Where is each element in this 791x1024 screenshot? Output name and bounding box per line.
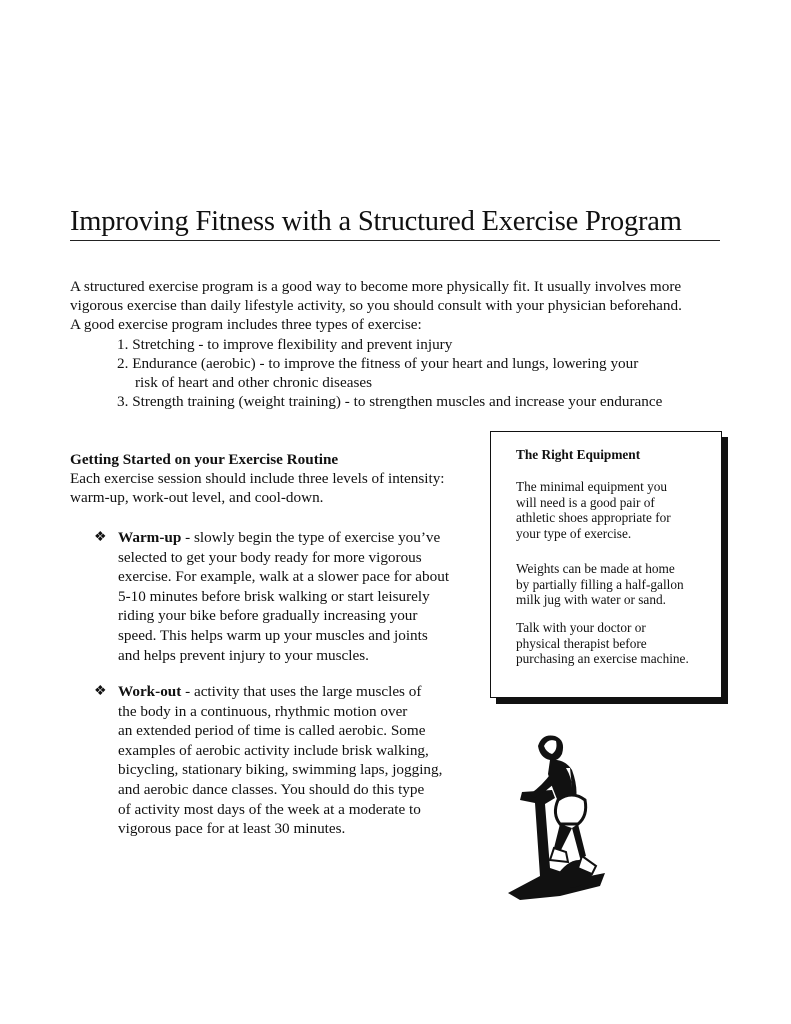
- bullet-line: bicycling, stationary biking, swimming laps, jogging,: [118, 761, 443, 779]
- sidebar-line: by partially filling a half-gallon: [516, 576, 684, 592]
- bullet-line: speed. This helps warm up your muscles and joints: [118, 626, 428, 644]
- intro-line: A structured exercise program is a good way to become more physically fit. It usually involves more: [70, 278, 682, 295]
- section-heading: Getting Started on your Exercise Routine: [70, 451, 339, 468]
- bullet-work-out: [118, 682, 442, 839]
- bullet-text: - activity that uses the large muscles of: [181, 683, 422, 700]
- list-item: 2. Endurance (aerobic) - to improve the fitness of your heart and lungs, lowering your: [117, 354, 639, 372]
- bullet-text: - slowly begin the type of exercise you’ve: [181, 529, 441, 546]
- sidebar-line: athletic shoes appropriate for: [516, 510, 671, 526]
- sidebar-title: The Right Equipment: [516, 447, 641, 462]
- section-line: Each exercise session should include three levels of intensity:: [70, 470, 445, 488]
- sidebar-line: physical therapist before: [516, 635, 647, 651]
- bullet-line: of activity most days of the week at a moderate to: [118, 800, 421, 818]
- title-underline: [70, 240, 720, 241]
- sidebar-line: Weights can be made at home: [516, 561, 675, 576]
- bullet-line: and helps prevent injury to your muscles.: [118, 646, 369, 664]
- sidebar-line: The minimal equipment you: [516, 479, 668, 494]
- bullet-line: selected to get your body ready for more vigorous: [118, 548, 422, 566]
- list-item-continuation: risk of heart and other chronic diseases: [135, 373, 373, 391]
- sidebar-line: purchasing an exercise machine.: [516, 651, 689, 667]
- sidebar-line: will need is a good pair of: [516, 494, 655, 510]
- diamond-flower-bullet-icon: ❖: [94, 530, 107, 545]
- sidebar-line: your type of exercise.: [516, 526, 632, 542]
- intro-line: vigorous exercise than daily lifestyle activity, so you should consult with your physician beforehand.: [70, 297, 682, 315]
- bullet-line: examples of aerobic activity include brisk walking,: [118, 741, 429, 759]
- intro-paragraph: [70, 277, 682, 335]
- equipment-sidebar-box: [490, 431, 722, 698]
- page-title: Improving Fitness with a Structured Exercise Program: [70, 206, 682, 237]
- bullet-line: the body in a continuous, rhythmic motion over: [118, 702, 408, 720]
- bullet-term: Warm-up: [118, 529, 182, 546]
- exercise-types-list: [117, 335, 662, 412]
- sidebar-paragraph: [516, 561, 684, 608]
- bullet-line: and aerobic dance classes. You should do this type: [118, 780, 425, 798]
- bullet-line: an extended period of time is called aerobic. Some: [118, 722, 426, 740]
- section-intro: [70, 450, 445, 508]
- intro-line: A good exercise program includes three types of exercise:: [70, 316, 422, 334]
- bullet-warm-up: [118, 528, 449, 665]
- bullet-line: vigorous pace for at least 30 minutes.: [118, 820, 346, 838]
- sidebar-line: Talk with your doctor or: [516, 620, 646, 635]
- diamond-flower-bullet-icon: ❖: [94, 684, 107, 699]
- bullet-line: exercise. For example, walk at a slower pace for about: [118, 568, 450, 586]
- sidebar-line: milk jug with water or sand.: [516, 592, 666, 608]
- exercise-bike-illustration: [500, 728, 620, 903]
- bullet-line: 5-10 minutes before brisk walking or start leisurely: [118, 587, 430, 605]
- sidebar-paragraph: [516, 479, 671, 542]
- list-item: 3. Strength training (weight training) - to strengthen muscles and increase your endurance: [117, 393, 663, 411]
- bullet-line: riding your bike before gradually increasing your: [118, 607, 418, 625]
- sidebar-paragraph: [516, 620, 689, 667]
- list-item: 1. Stretching - to improve flexibility and prevent injury: [117, 335, 453, 353]
- bullet-term: Work-out: [118, 683, 182, 700]
- section-line: warm-up, work-out level, and cool-down.: [70, 489, 324, 507]
